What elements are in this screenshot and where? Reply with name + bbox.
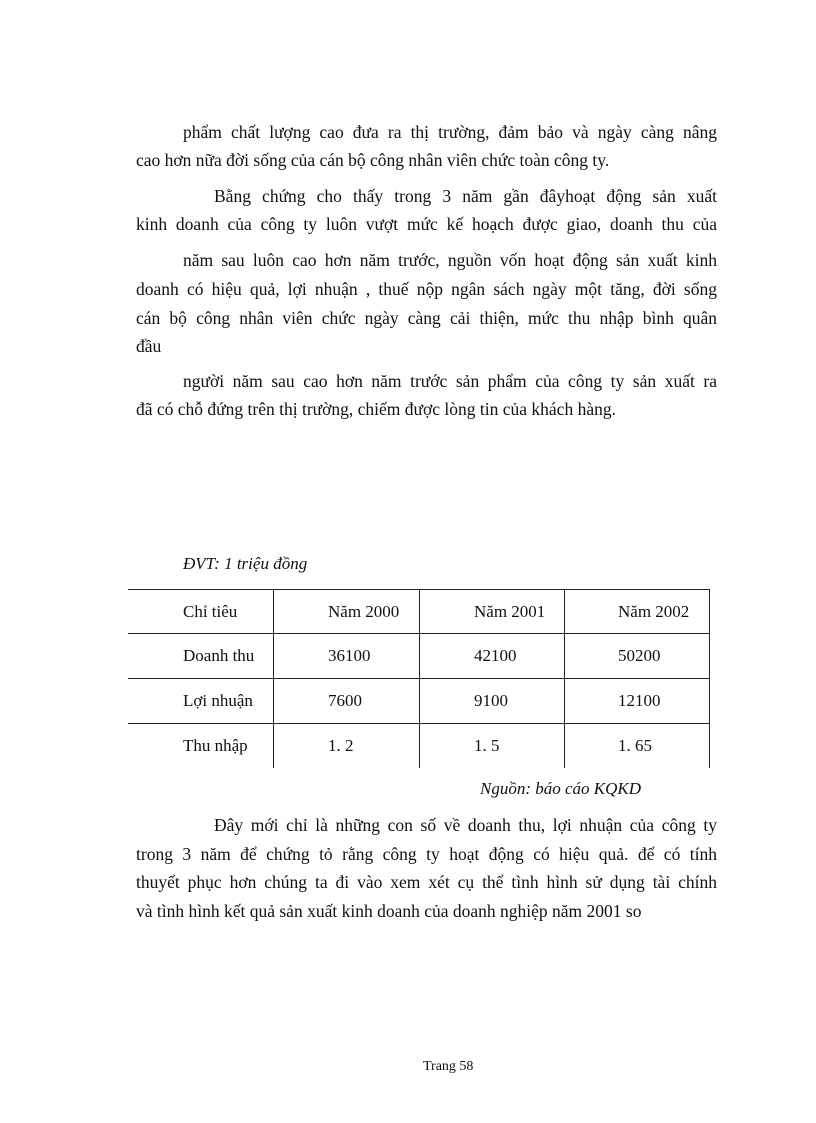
paragraph-5-line-1: Đây mới chỉ là những con số về doanh thu, lợi nhuận của công ty (214, 815, 717, 835)
paragraph-3-line-2: doanh có hiệu quả, lợi nhuận , thuế nộp ngân sách ngày một tăng, đời sống (136, 279, 717, 299)
table-header-row (128, 590, 710, 634)
paragraph-2-line-2: kinh doanh của công ty luôn vượt mức kế hoạch được giao, doanh thu của (136, 214, 717, 234)
table-source-label: Nguồn: báo cáo KQKD (480, 779, 642, 798)
paragraph-2-line-1: Bằng chứng cho thấy trong 3 năm gần đâyhoạt động sản xuất (214, 186, 717, 206)
financial-table (128, 589, 710, 768)
table-cell: 1. 2 (274, 724, 420, 769)
paragraph-1-line-2: cao hơn nữa đời sống của cán bộ công nhân viên chức toàn công ty. (136, 150, 610, 170)
table-cell: 42100 (420, 634, 565, 679)
table-cell: 1. 5 (420, 724, 565, 769)
paragraph-4-line-1: người năm sau cao hơn năm trước sản phẩm của công ty sản xuất ra (183, 371, 717, 391)
table-cell: Doanh thu (128, 634, 274, 679)
paragraph-3-line-3: cán bộ công nhân viên chức ngày càng cải thiện, mức thu nhập bình quân (136, 308, 717, 328)
table-cell: 12100 (565, 679, 710, 724)
paragraph-3-line-4: đầu (136, 336, 162, 356)
table-header-cell: Năm 2000 (274, 590, 420, 634)
table-cell: 1. 65 (565, 724, 710, 769)
paragraph-3-line-1: năm sau luôn cao hơn năm trước, nguồn vốn hoạt động sản xuất kinh (183, 250, 717, 270)
table-cell: 9100 (420, 679, 565, 724)
table-cell: 7600 (274, 679, 420, 724)
table-cell: Lợi nhuận (128, 679, 274, 724)
table-row (128, 634, 710, 679)
table-cell: 50200 (565, 634, 710, 679)
table-cell: 36100 (274, 634, 420, 679)
paragraph-5-line-2: trong 3 năm để chứng tỏ rằng công ty hoạt động có hiệu quả. để có tính (136, 844, 717, 864)
table-unit-label: ĐVT: 1 triệu đồng (183, 554, 308, 573)
table-row (128, 724, 710, 769)
table-header-cell: Chỉ tiêu (128, 590, 274, 634)
table-cell: Thu nhập (183, 736, 248, 755)
paragraph-5-line-3: thuyết phục hơn chúng ta đi vào xem xét cụ thể tình hình sử dụng tài chính (136, 872, 717, 892)
table-row (128, 679, 710, 724)
table-header-cell: Năm 2001 (420, 590, 565, 634)
table-header-cell: Năm 2002 (565, 590, 710, 634)
paragraph-4-line-2: đã có chỗ đứng trên thị trường, chiếm được lòng tin của khách hàng. (136, 399, 616, 419)
paragraph-5-line-4: và tình hình kết quả sản xuất kinh doanh của doanh nghiệp năm 2001 so (136, 901, 642, 921)
paragraph-1-line-1: phẩm chất lượng cao đưa ra thị trường, đảm bảo và ngày càng nâng (183, 122, 717, 142)
page-number: Trang 58 (423, 1059, 474, 1074)
